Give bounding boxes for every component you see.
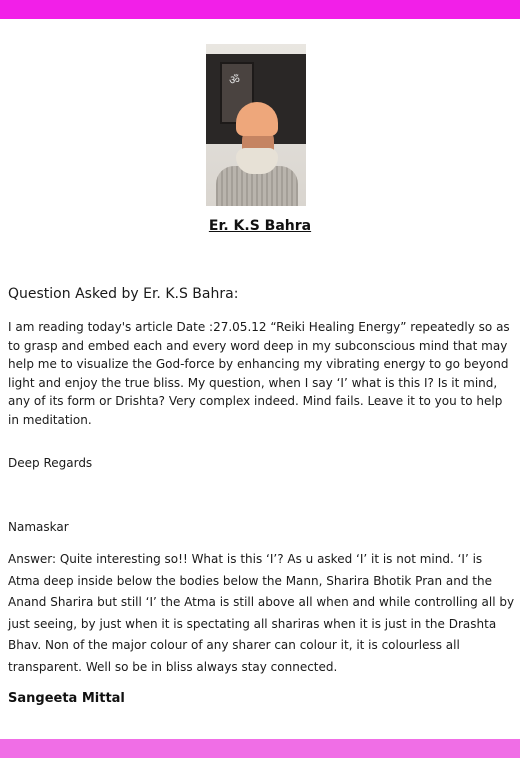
photo-beard — [236, 148, 278, 174]
answer-text: Answer: Quite interesting so!! What is this ‘I’? As u asked ‘I’ it is not mind. ‘I’ is Atma deep inside below the bodies below the Mann, Sharira Bhotik Pran and the Anand Sharira but still ‘I’ the Atma is still above all when and while controlling all by just seeing, by just when it is spectating all shariras when it is just in the Drashta Bhav. Non of the major colour of any sharer can colour it, it is colourless all transparent. Well so be in bliss always stay connected. — [8, 552, 515, 674]
greeting-line: Namaskar — [8, 520, 69, 534]
photo-wall-symbol: ॐ — [229, 73, 240, 87]
portrait-photo — [206, 44, 306, 206]
question-body: I am reading today's article Date :27.05.12 “Reiki Healing Energy” repeatedly so as to grasp and embed each and every word deep in my subconscious mind that may help me to visualize the God-force by enhancing my vibrating energy to go beyond light and enjoy the true bliss. My question, when I say ‘I’ what is this I? Is it mind, any of its form or Drishta? Very complex indeed. Mind fails. Leave it to you to help in meditation. — [8, 320, 510, 427]
question-title: Question Asked by Er. K.S Bahra: — [8, 286, 239, 302]
top-accent-bar — [0, 0, 520, 19]
signature: Sangeeta Mittal — [8, 691, 125, 706]
photo-caption: Er. K.S Bahra — [208, 218, 312, 234]
photo-turban — [236, 102, 278, 136]
regards-line: Deep Regards — [8, 456, 93, 470]
bottom-accent-bar — [0, 739, 520, 758]
